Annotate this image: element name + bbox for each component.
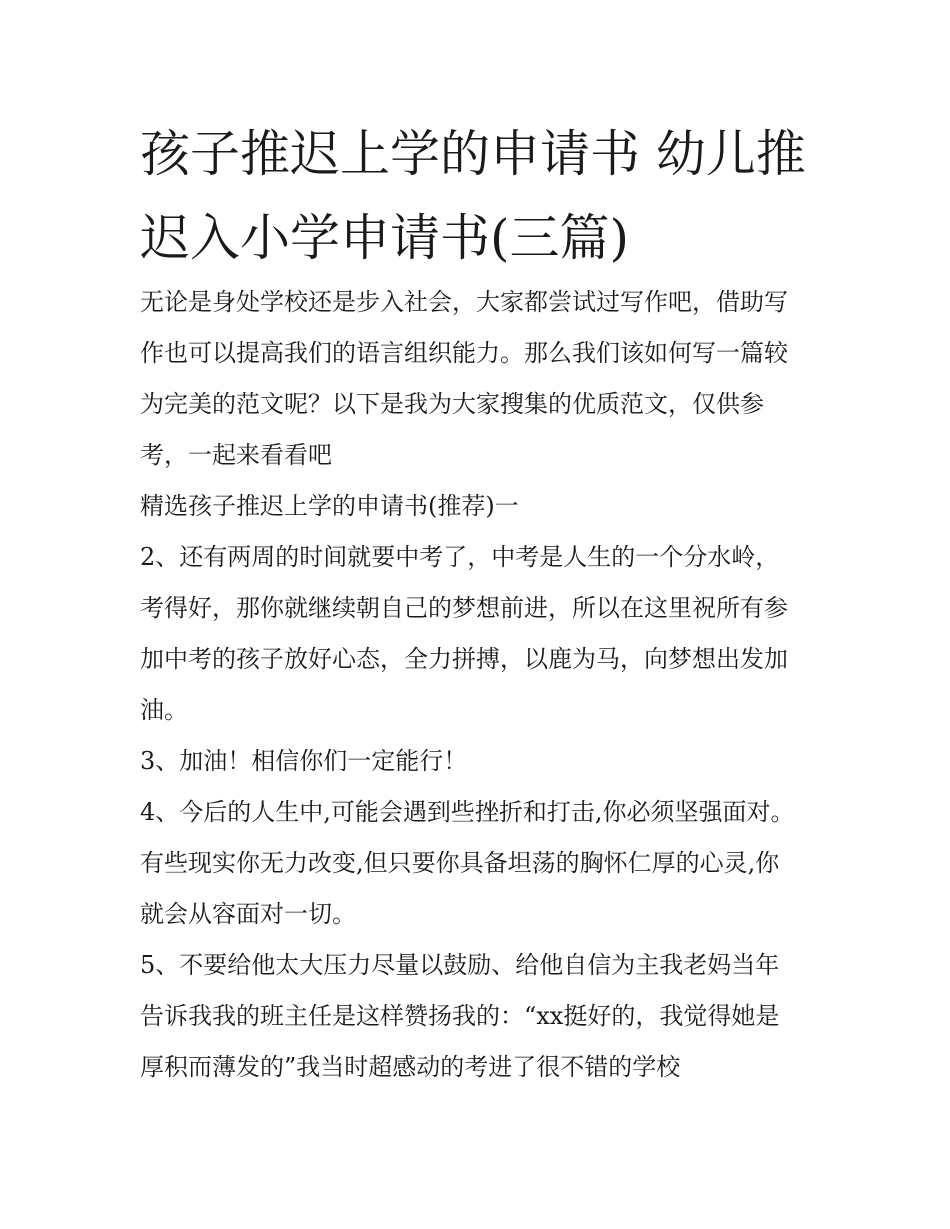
body-line: 加中考的孩子放好心态，全力拼搏，以鹿为马，向梦想出发加 [140, 645, 788, 673]
body-line: 3、加油！相信你们一定能行！ [140, 747, 468, 775]
body-line: 4、今后的人生中,可能会遇到些挫折和打击,你必须坚强面对。 [140, 798, 795, 826]
body-line: 告诉我我的班主任是这样赞扬我的：“xx挺好的，我觉得她是 [140, 1002, 780, 1030]
title-line-1: 孩子推迟上学的申请书 幼儿推 [140, 125, 806, 183]
body-line: 考得好，那你就继续朝自己的梦想前进，所以在这里祝所有参 [140, 594, 788, 622]
body-line: 为完美的范文呢？以下是我为大家搜集的优质范文，仅供参 [140, 390, 764, 418]
body-line: 5、不要给他太大压力尽量以鼓励、给他自信为主我老妈当年 [140, 951, 780, 979]
body-line: 2、还有两周的时间就要中考了，中考是人生的一个分水岭， [140, 543, 780, 571]
body-line: 油。 [140, 696, 188, 724]
body-line: 有些现实你无力改变,但只要你具备坦荡的胸怀仁厚的心灵,你 [140, 849, 780, 877]
title-line-2: 迟入小学申请书(三篇) [140, 209, 630, 267]
body-line: 就会从容面对一切。 [140, 900, 356, 928]
body-line: 无论是身处学校还是步入社会，大家都尝试过写作吧，借助写 [140, 288, 788, 316]
body-line: 厚积而薄发的”我当时超感动的考进了很不错的学校 [140, 1053, 681, 1081]
document-body [140, 277, 830, 1093]
body-line: 考，一起来看看吧 [140, 441, 332, 469]
document-title [140, 112, 820, 280]
body-line: 作也可以提高我们的语言组织能力。那么我们该如何写一篇较 [140, 339, 788, 367]
section-heading: 精选孩子推迟上学的申请书(推荐)一 [140, 492, 519, 520]
